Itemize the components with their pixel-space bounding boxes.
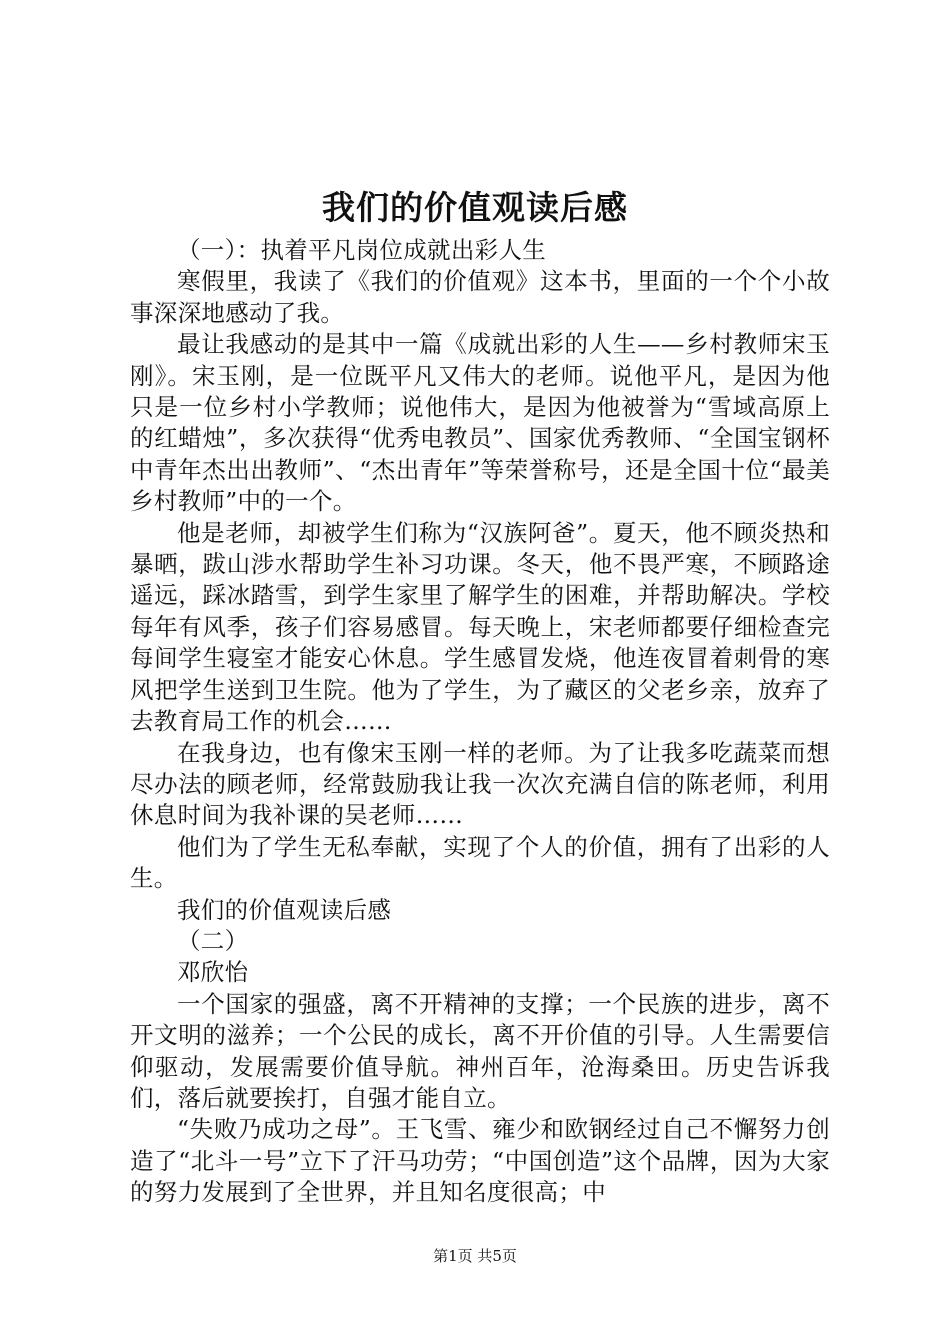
paragraph: 在我身边，也有像宋玉刚一样的老师。为了让我多吃蔬菜而想尽办法的顾老师，经常鼓励我让我一次次充满自信的陈老师，利用休息时间为我补课的吴老师…… (130, 738, 830, 830)
paragraph: 我们的价值观读后感 (177, 895, 392, 924)
paragraph: “失败乃成功之母”。王飞雪、雍少和欧钢经过自己不懈努力创造了“北斗一号”立下了汗马功劳；“中国创造”这个品牌，因为大家的努力发展到了全世界，并且知名度很高；中 (130, 1115, 830, 1207)
paragraph: 他们为了学生无私奉献，实现了个人的价值，拥有了出彩的人生。 (130, 832, 830, 893)
document-title: 我们的价值观读后感 (322, 188, 628, 227)
paragraph: 邓欣怡 (177, 958, 249, 987)
paragraph: （二） (177, 926, 249, 955)
paragraph: 最让我感动的是其中一篇《成就出彩的人生——乡村教师宋玉刚》。宋玉刚，是一位既平凡又伟大的老师。说他平凡，是因为他只是一位乡村小学教师；说他伟大，是因为他被誉为“雪域高原上的红蜡烛”，多次获得“优秀电教员”、国家优秀教师、“全国宝钢杯中青年杰出出教师”、“杰出青年”等荣誉称号，还是全国十位“最美乡村教师”中的一个。 (130, 330, 830, 516)
paragraph: （一）：执着平凡岗位成就出彩人生 (177, 236, 547, 264)
page-footer: 第1页 共5页 (433, 1247, 517, 1265)
paragraph: 寒假里，我读了《我们的价值观》这本书，里面的一个个小故事深深地感动了我。 (130, 267, 830, 327)
paragraph: 他是老师，却被学生们称为“汉族阿爸”。夏天，他不顾炎热和暴晒，跋山涉水帮助学生补习功课。冬天，他不畏严寒，不顾路途遥远，踩冰踏雪，到学生家里了解学生的困难，并帮助解决。学校每年有风季，孩子们容易感冒。每天晚上，宋老师都要仔细检查完每间学生寝室才能安心休息。学生感冒发烧，他连夜冒着刺骨的寒风把学生送到卫生院。他为了学生，为了藏区的父老乡亲，放弃了去教育局工作的机会…… (130, 518, 830, 736)
document-body (130, 235, 830, 1209)
paragraph: 一个国家的强盛，离不开精神的支撑；一个民族的进步，离不开文明的滋养；一个公民的成长，离不开价值的引导。人生需要信仰驱动，发展需要价值导航。神州百年，沧海桑田。历史告诉我们，落后就要挨打，自强才能自立。 (130, 989, 830, 1112)
